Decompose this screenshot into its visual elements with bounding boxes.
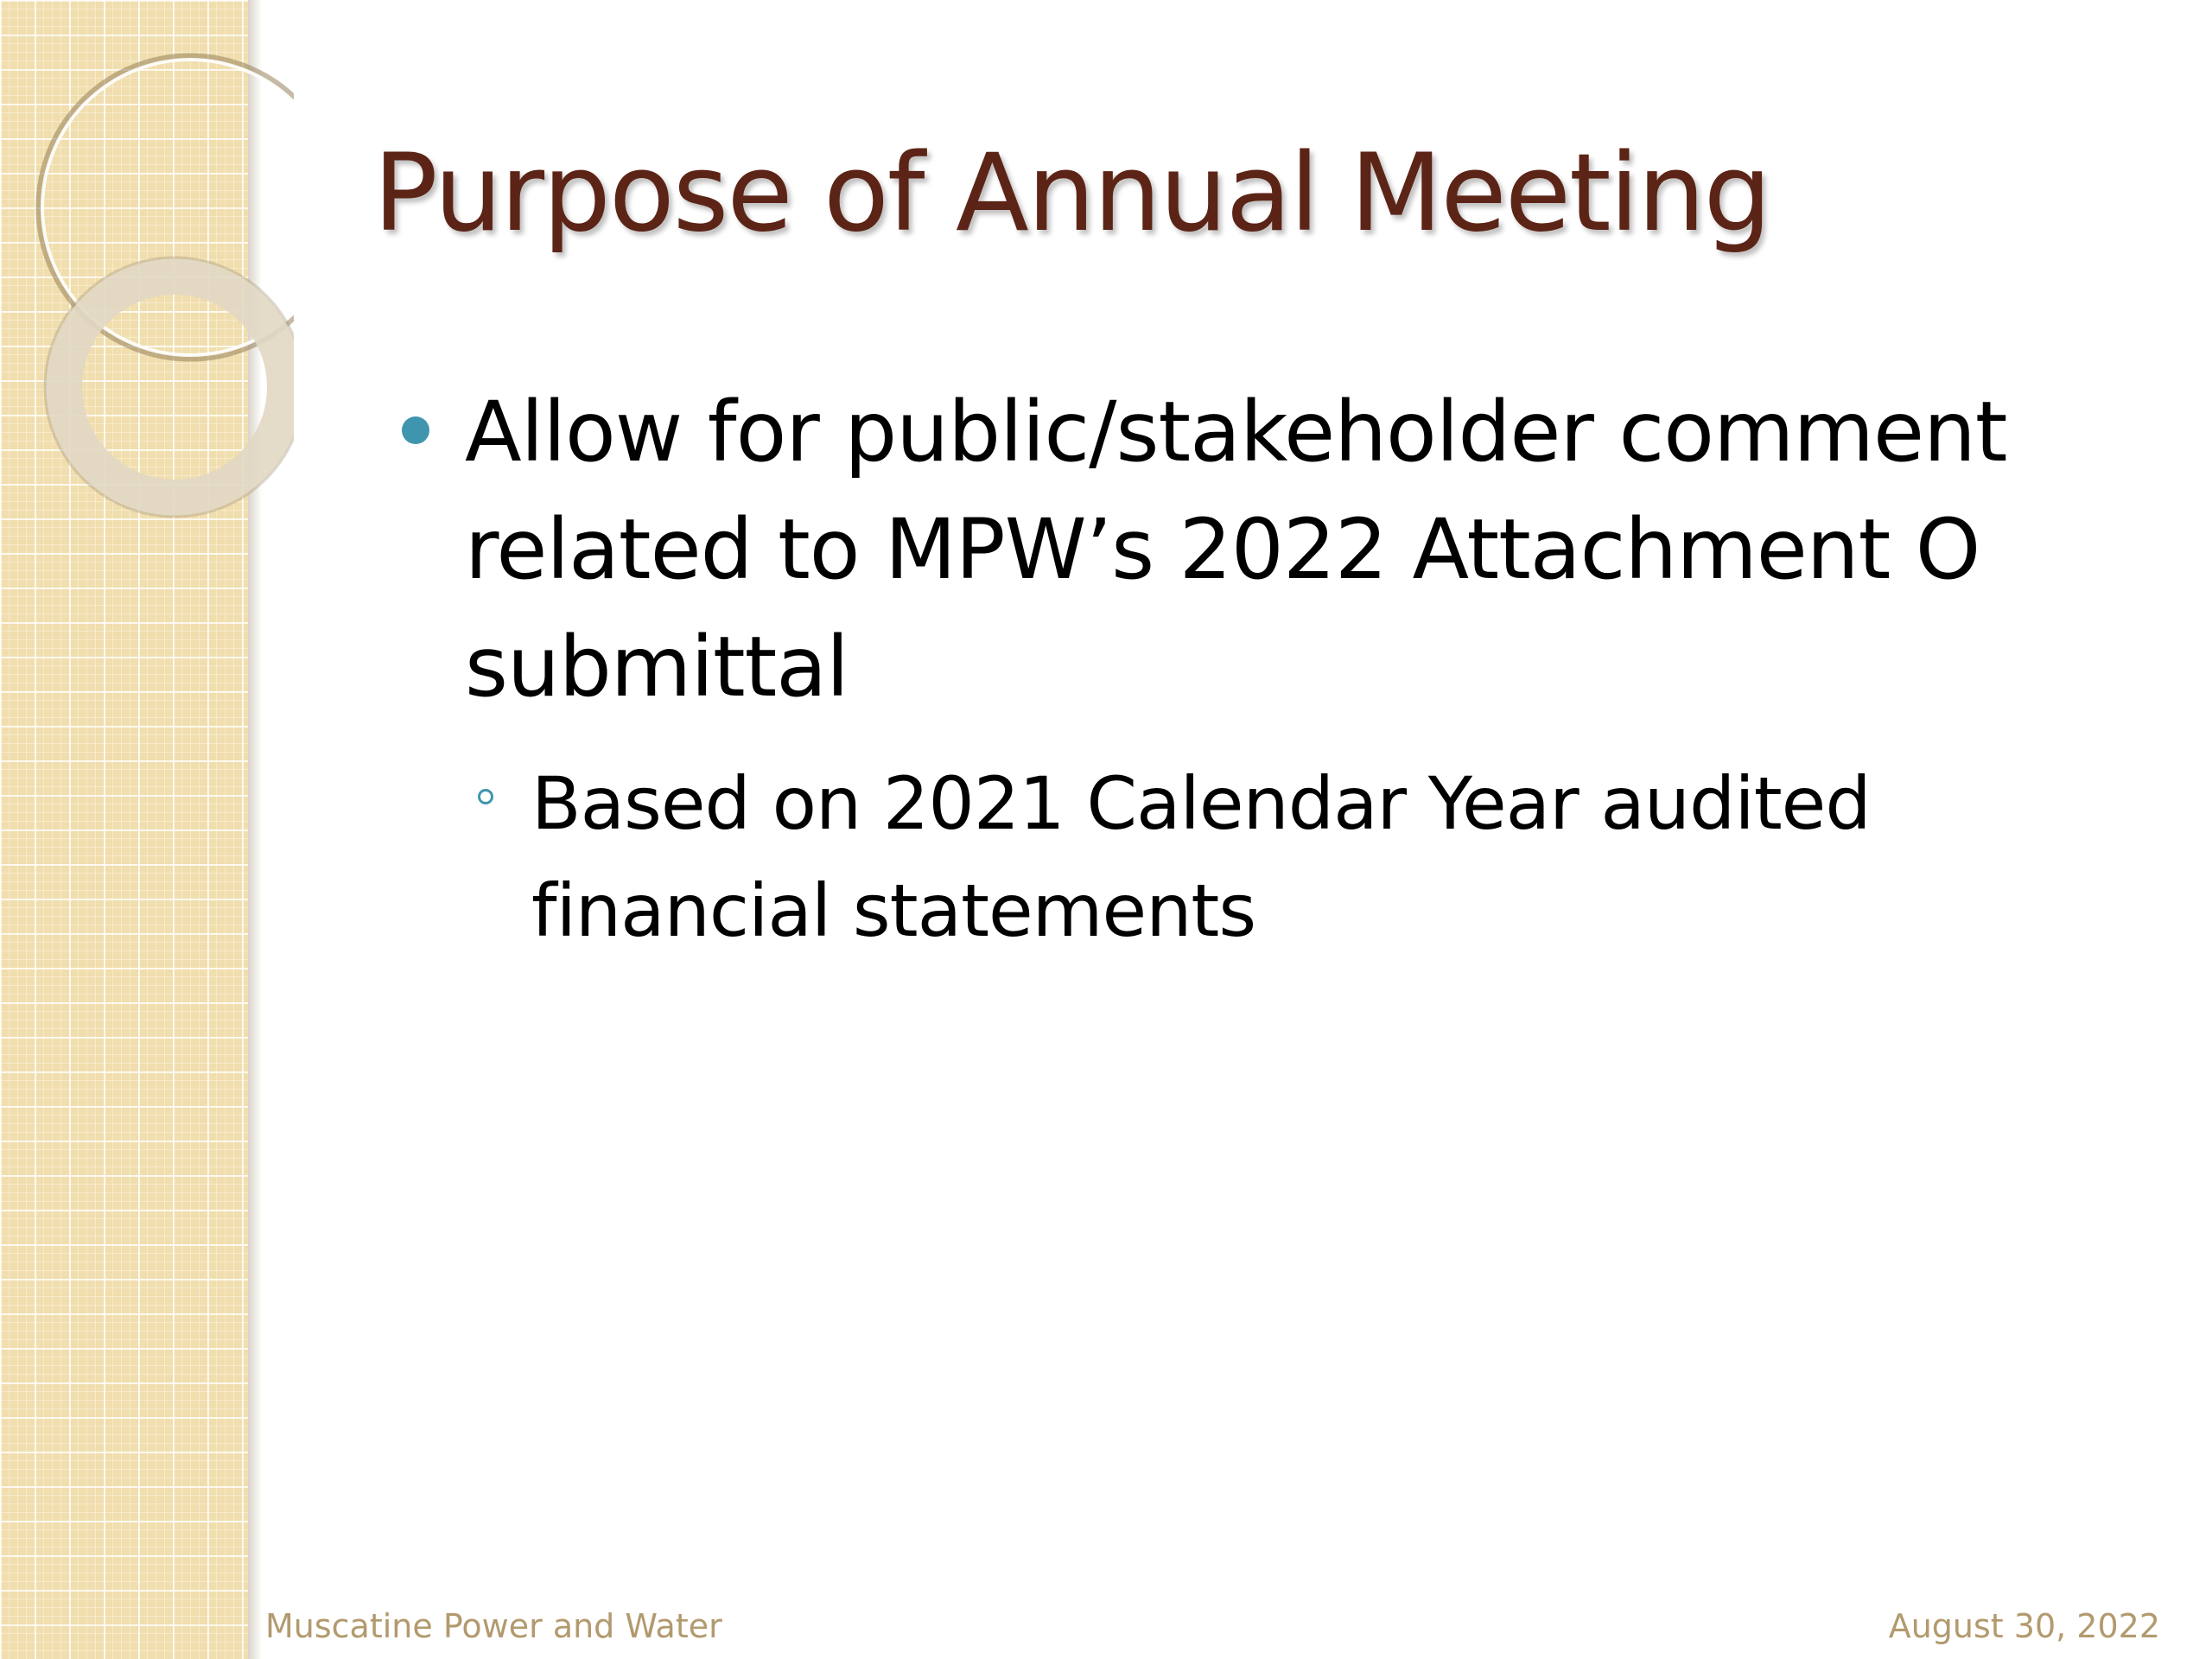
sub-bullet-icon [478,789,493,804]
small-ring [64,276,285,498]
bullet-item: Allow for public/stakeholder comment related to MPW’s 2022 Attachment O submittal [465,384,2007,715]
footer-date: August 30, 2022 [1888,1607,2160,1645]
footer-organization: Muscatine Power and Water [265,1607,722,1645]
sub-bullet-item: Based on 2021 Calendar Year audited financial statements [531,761,1871,953]
slide-title: Purpose of Annual Meeting [373,131,1770,256]
decorative-rings [0,0,294,553]
bullet-icon [402,416,429,444]
